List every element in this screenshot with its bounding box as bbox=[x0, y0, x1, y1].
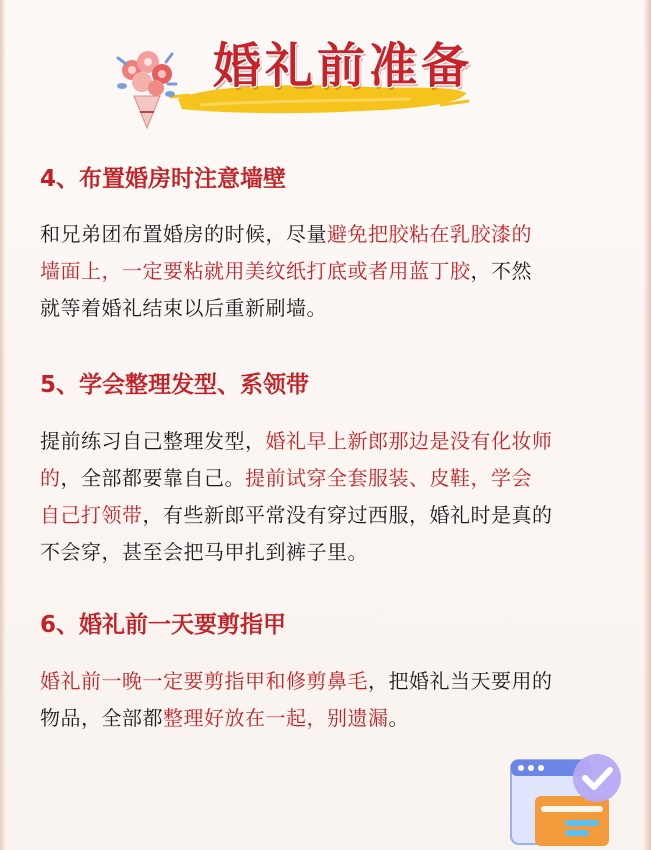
highlighted-text: 婚礼早上新郎那边是没有化妆师 bbox=[265, 429, 553, 453]
paragraph-line bbox=[40, 216, 620, 253]
paragraph-line bbox=[40, 460, 620, 497]
paragraph-line bbox=[40, 497, 620, 534]
body-text: ，把婚礼当天要用的 bbox=[368, 669, 553, 693]
section-heading-5: 5、学会整理发型、系领带 bbox=[40, 372, 310, 398]
section-body-6 bbox=[40, 663, 620, 737]
right-edge-decoration bbox=[643, 0, 651, 850]
body-text: 物品，全部都 bbox=[40, 706, 163, 730]
highlighted-text: 提前试穿全套服装、皮鞋，学会 bbox=[245, 466, 532, 490]
paragraph-line bbox=[40, 423, 620, 460]
highlighted-text: 婚礼前一晚一定要剪指甲和修剪鼻毛 bbox=[40, 669, 368, 693]
body-text: ，全部都要靠自己。 bbox=[60, 466, 245, 490]
highlighted-text: 避免把胶粘在乳胶漆的 bbox=[327, 222, 532, 246]
highlighted-text: 自己打领带 bbox=[40, 503, 143, 527]
body-text: 。 bbox=[388, 706, 409, 730]
highlighted-text: 整理好放在一起，别遗漏 bbox=[163, 706, 389, 730]
body-text: ，不然 bbox=[470, 259, 532, 283]
paragraph-line bbox=[40, 700, 620, 737]
paragraph-line bbox=[40, 663, 620, 700]
bouquet-icon bbox=[112, 44, 182, 130]
page-title: 婚礼前准备 bbox=[213, 38, 474, 94]
browser-checkmark-icon bbox=[505, 750, 635, 850]
body-text: 和兄弟团布置婚房的时候，尽量 bbox=[40, 222, 327, 246]
highlighted-text: 的 bbox=[40, 466, 61, 490]
body-text: 不会穿，甚至会把马甲扎到裤子里。 bbox=[40, 540, 368, 564]
section-body-5 bbox=[40, 423, 620, 571]
highlighted-text: 墙面上，一定要粘就用美纹纸打底或者用蓝丁胶 bbox=[40, 259, 471, 283]
section-heading-6: 6、婚礼前一天要剪指甲 bbox=[40, 612, 287, 638]
body-text: 就等着婚礼结束以后重新刷墙。 bbox=[40, 296, 327, 320]
paragraph-line bbox=[40, 253, 620, 290]
header bbox=[0, 20, 651, 120]
paragraph-line bbox=[40, 534, 620, 571]
paragraph-line bbox=[40, 290, 620, 327]
body-text: ，有些新郎平常没有穿过西服，婚礼时是真的 bbox=[142, 503, 553, 527]
section-body-4 bbox=[40, 216, 620, 327]
left-edge-decoration bbox=[0, 0, 6, 850]
section-heading-4: 4、布置婚房时注意墙壁 bbox=[40, 166, 287, 192]
body-text: 提前练习自己整理发型， bbox=[40, 429, 266, 453]
